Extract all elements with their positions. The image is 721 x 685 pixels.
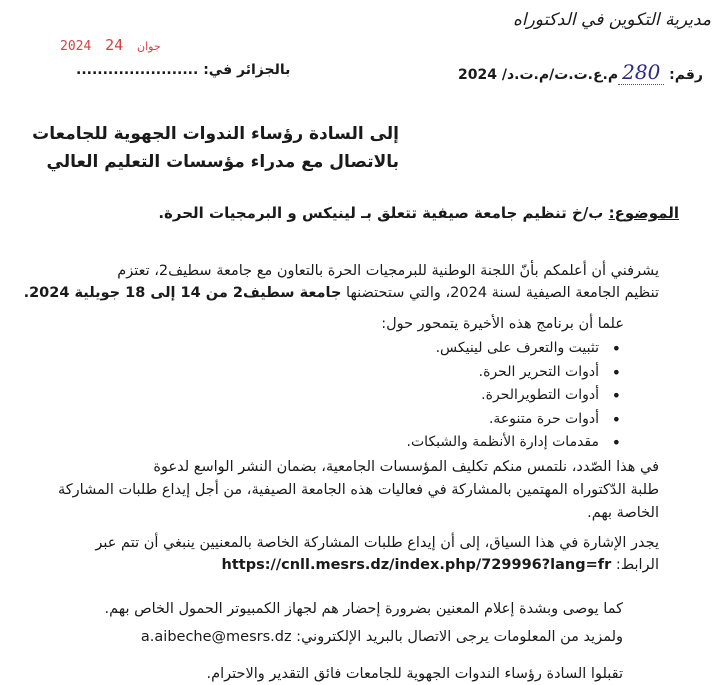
paragraph-1-line-2 xyxy=(24,283,659,304)
received-date-stamp xyxy=(60,36,161,54)
subject-label: الموضوع: xyxy=(608,204,679,222)
ref-handwritten-number: 280 xyxy=(618,60,664,85)
list-item: • تثبيت والتعرف على لينيكس. xyxy=(407,337,621,361)
paragraph-2: علما أن برنامج هذه الأخيرة يتمحور حول: xyxy=(381,316,624,332)
ref-suffix: م.ع.ت.ت/م.ت.د/ 2024 xyxy=(457,67,619,83)
paragraph-5: كما يوصى وبشدة إعلام المعنين بضرورة إحضار هم لجهاز الكمبيوتر الحمول الخاص بهم. xyxy=(104,601,623,617)
stamp-month: جوان xyxy=(137,40,161,53)
list-item: • أدوات التطويرالحرة. xyxy=(407,384,621,408)
p1-line2-text: تنظيم الجامعة الصيفية لسنة 2024، والتي ستحتضنها xyxy=(341,285,659,301)
list-item: • مقدمات إدارة الأنظمة والشبكات. xyxy=(407,431,621,455)
paragraph-3-line-2: طلبة الدّكتوراه المهتمين بالمشاركة في فعاليات هذه الجامعة الصيفية، من أجل إيداع طلبات المشاركة xyxy=(57,482,659,498)
contact-label: ولمزيد من المعلومات يرجى الاتصال بالبريد الإلكتروني: xyxy=(291,629,623,645)
paragraph-6 xyxy=(141,627,623,648)
paragraph-3-line-1: في هذا الصّدد، نلتمس منكم تكليف المؤسسات الجامعية، بضمان النشر الواسع لدعوة xyxy=(153,459,659,475)
paragraph-3-line-3: الخاصة بهم. xyxy=(587,505,659,521)
directorate-header: مديرية التكوين في الدكتوراه xyxy=(512,10,711,30)
subject-line xyxy=(158,204,679,222)
program-list xyxy=(407,337,621,455)
place-date: بالجزائر في: ....................... xyxy=(76,62,291,78)
contact-email[interactable]: a.aibeche@mesrs.dz xyxy=(140,629,292,645)
recipients-line-2: بالاتصال مع مدراء مؤسسات التعليم العالي xyxy=(46,152,399,172)
p1-line2-dates: جامعة سطيف2 من 14 إلى 18 جويلية 2024. xyxy=(23,285,342,301)
paragraph-4-line-1: يجدر الإشارة في هذا السياق، إلى أن إيداع طلبات المشاركة الخاصة بالمعنيين ينبغي أن تتم عبر xyxy=(95,535,659,551)
link-label: الرابط: xyxy=(615,557,659,573)
paragraph-4-line-2 xyxy=(222,555,659,576)
list-item: • أدوات حرة متنوعة. xyxy=(407,408,621,432)
registration-link[interactable]: https://cnll.mesrs.dz/index.php/729996?lang=fr xyxy=(221,557,612,573)
reference-number xyxy=(458,60,703,84)
stamp-day: 24 xyxy=(105,36,124,54)
stamp-year: 2024 xyxy=(60,39,92,54)
subject-text: ب/خ تنظيم جامعة صيفية تتعلق بـ لينيكس و البرمجيات الحرة. xyxy=(158,204,609,222)
recipients-line-1: إلى السادة رؤساء الندوات الجهوية للجامعات xyxy=(32,124,399,144)
paragraph-1-line-1: يشرفني أن أعلمكم بأنّ اللجنة الوطنية للبرمجيات الحرة بالتعاون مع جامعة سطيف2، تعتزم xyxy=(117,263,659,279)
list-item: • أدوات التحرير الحرة. xyxy=(407,361,621,385)
closing-line: تقبلوا السادة رؤساء الندوات الجهوية للجامعات فائق التقدير والاحترام. xyxy=(206,666,623,682)
ref-label: رقم: xyxy=(664,67,703,83)
